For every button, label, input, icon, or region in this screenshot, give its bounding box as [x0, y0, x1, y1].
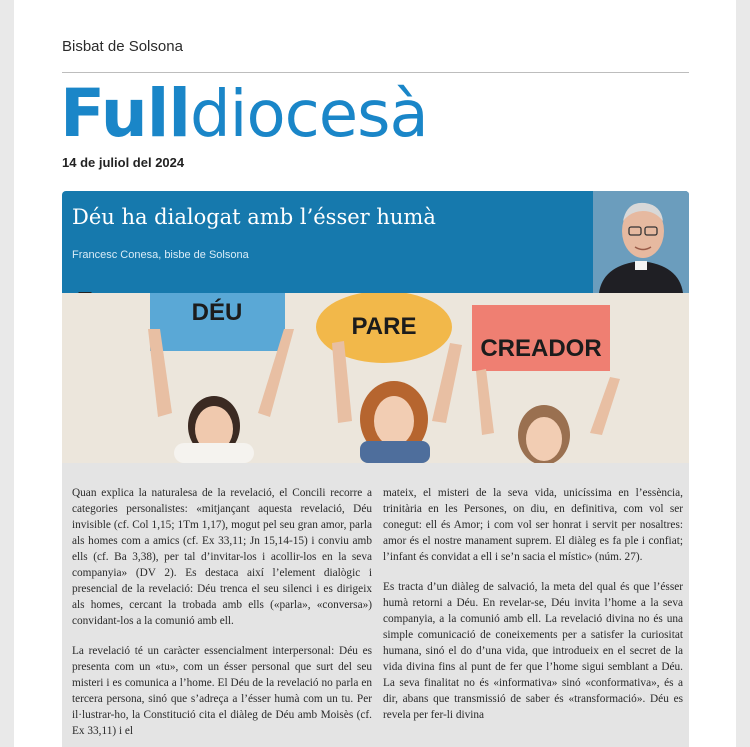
article-banner — [62, 191, 689, 293]
article-photo — [62, 293, 689, 463]
body-column-left — [72, 485, 372, 747]
body-column-right — [383, 485, 683, 737]
sign-creador-label: CREADOR — [480, 335, 602, 362]
masthead-logo — [60, 75, 428, 152]
paragraph: mateix, el misteri de la seva vida, unicíssima en l’essència, trinitària en les Persones, on diu, en definitiva, com vol ser conegut: ell és Amor; i com vol ser honrat i servit per nosaltres: amor és el nostre manament suprem. El diàleg es fa ple i confiat; l’infant és convidat a ell i se’n sacia el místic» (núm. 27). — [383, 487, 683, 563]
header-rule — [62, 72, 689, 73]
author-portrait — [593, 191, 689, 293]
issue-date: 14 de juliol del 2024 — [62, 155, 185, 170]
paragraph: La revelació té un caràcter essencialment interpersonal: Déu es presenta com un «tu», com un ésser personal que surt del seu misteri i es comunica a l’home. El Déu de la revelació no parla en tercera persona, sinó que s’adreça a l’ésser humà com un tu. Per il·lustrar-ho, la Constitució cita el diàleg de Déu amb Moisès (cf. Ex 33,11) i el — [72, 645, 372, 737]
sign-deu-label: DÉU — [191, 299, 243, 326]
article-author: Francesc Conesa, bisbe de Solsona — [72, 249, 249, 261]
paragraph: Es tracta d’un diàleg de salvació, la meta del qual és que l’ésser humà retorni a Déu. En revelar-se, Déu invita l’home a la seva companyia, a la comunió amb ell. La revelació divina no és una simple comunicació de coneixements per a satisfer la curiositat humana, sinó el do d’una vida, que introdueix en el secret de la vida divina fins al punt de fer que l’home sigui semblant a Déu. La seva finalitat no és «informativa» sinó «conformativa», és a dir, abans que transmissió de saber és «transformació». Déu es revela per fer-li divina — [383, 581, 683, 721]
sign-deu — [150, 293, 285, 351]
sign-creador — [472, 305, 610, 371]
newsletter-page — [14, 0, 736, 747]
paragraph: Quan explica la naturalesa de la revelació, el Concili recorre a categories personalistes: «mitjançant aquesta revelació, Déu invisible (cf. Col 1,15; 1Tm 1,17), mogut pel seu gran amor, parla als homes com a amics (cf. Ex 33,11; Jn 15,14-15) i conviu amb ells (cf. Ba 3,38), per tal d’invitar-los i acollir-los en la seva companyia» (DV 2). Es destaca així l’element dialògic i presencial de la revelació: Déu trenca el seu silenci i es dirigeix als homes, cercant la trobada amb ells («parla», «conversa») convidant-los a la comunió amb ell. — [72, 487, 372, 627]
masthead-bold: Full — [60, 75, 191, 152]
article-title: Déu ha dialogat amb l’ésser humà — [72, 205, 436, 229]
article-body — [62, 463, 689, 747]
sign-pare-label: PARE — [351, 313, 417, 340]
masthead-light: diocesà — [190, 78, 428, 152]
publisher-name: Bisbat de Solsona — [62, 38, 183, 55]
